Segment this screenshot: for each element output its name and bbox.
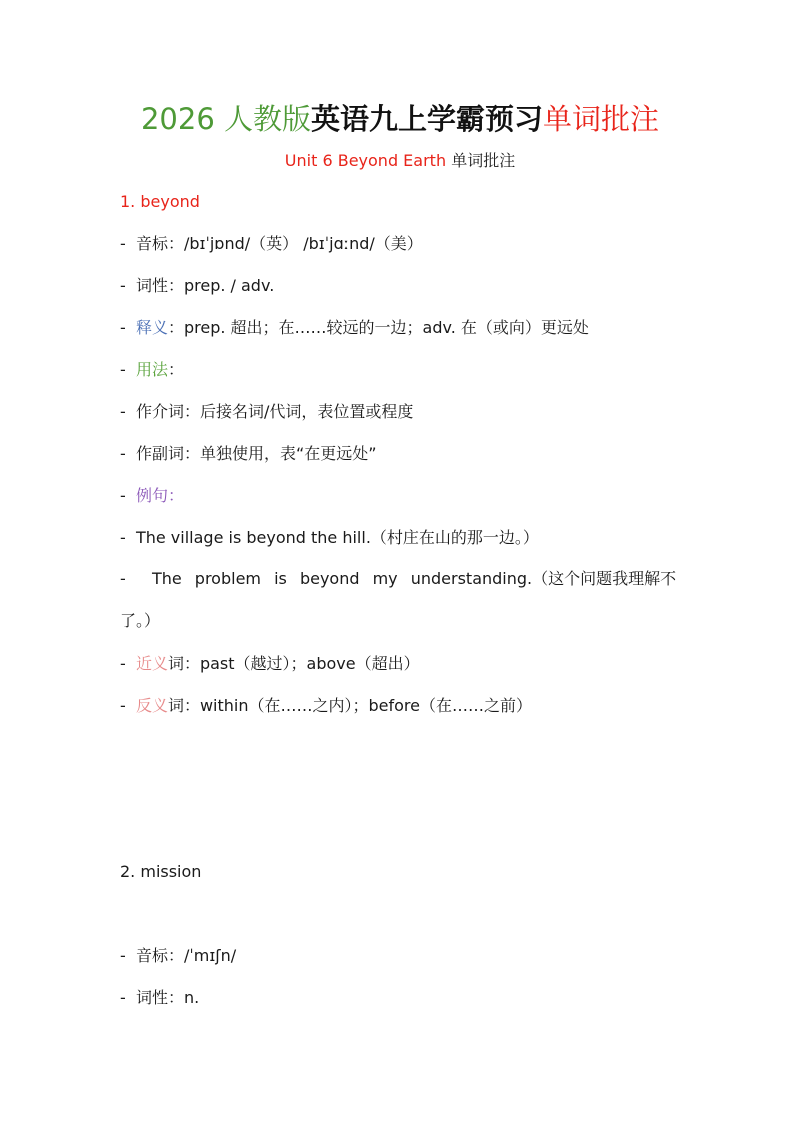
phonetic-line [120, 230, 680, 258]
bullet: - [120, 402, 126, 421]
bullet: - [120, 276, 126, 295]
meaning-line [120, 314, 680, 342]
bullet: - [120, 654, 126, 673]
usage-line [120, 356, 680, 384]
pos-value: prep. / adv. [183, 276, 275, 295]
title-part-grade: 2026 人教版 [140, 102, 311, 136]
phonetic-value: /bɪˈjɒnd/（英） /bɪˈjɑːnd/（美） [183, 234, 423, 253]
synonym-value: 词：past（越过）；above（超出） [167, 654, 420, 673]
subtitle-suffix: 单词批注 [451, 151, 516, 170]
example-text: The village is beyond the hill.（村庄在山的那一边。） [135, 528, 539, 547]
antonym-label: 反义 [135, 696, 168, 715]
pos-label: 词性： [135, 988, 184, 1007]
entry-heading: 1. beyond [120, 192, 200, 211]
bullet: - [120, 318, 126, 337]
title-part-topic: 单词批注 [543, 102, 660, 136]
bullet: - [120, 444, 126, 463]
pos-line [120, 272, 680, 300]
bullet: - [120, 946, 126, 965]
phonetic-label: 音标： [135, 234, 184, 253]
usage-colon: ： [167, 360, 184, 379]
synonym-label: 近义 [135, 654, 168, 673]
antonym-value: 词：within（在……之内）；before（在……之前） [167, 696, 532, 715]
example-sentence [120, 558, 680, 642]
bullet: - [120, 569, 126, 588]
phonetic-line [120, 942, 680, 970]
bullet: - [120, 696, 126, 715]
usage-item [120, 440, 680, 468]
usage-text: 作介词：后接名词/代词，表位置或程度 [135, 402, 414, 421]
bullet: - [120, 360, 126, 379]
bullet: - [120, 528, 126, 547]
pos-label: 词性： [135, 276, 184, 295]
page-title [0, 97, 800, 141]
example-text: The problem is beyond my understanding.（这个问题我理解不了。） [120, 569, 677, 630]
title-part-series: 英语九上学霸预习 [311, 102, 544, 136]
usage-item [120, 398, 680, 426]
example-line [120, 482, 680, 510]
bullet: - [120, 988, 126, 1007]
phonetic-label: 音标： [135, 946, 184, 965]
example-colon: ： [167, 486, 184, 505]
meaning-label: 释义 [135, 318, 168, 337]
pos-value: n. [183, 988, 200, 1007]
example-sentence [120, 524, 680, 552]
pos-line [120, 984, 680, 1012]
usage-label: 用法 [135, 360, 168, 379]
synonym-line [120, 650, 680, 678]
example-label: 例句 [135, 486, 168, 505]
subtitle-unit: Unit 6 Beyond Earth [284, 151, 447, 170]
antonym-line [120, 692, 680, 720]
entry-heading: 2. mission [120, 862, 202, 881]
usage-text: 作副词：单独使用，表“在更远处” [135, 444, 377, 463]
bullet: - [120, 234, 126, 253]
bullet: - [120, 486, 126, 505]
page-subtitle [0, 148, 800, 174]
meaning-value: ：prep. 超出；在……较远的一边；adv. 在（或向）更远处 [167, 318, 589, 337]
phonetic-value: /ˈmɪʃn/ [183, 946, 237, 965]
